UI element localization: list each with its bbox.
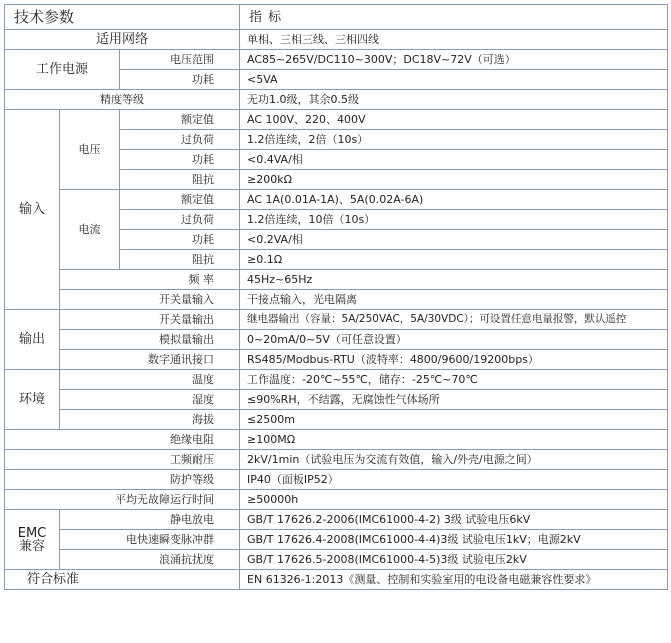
accuracy-value: 无功1.0级，其余0.5级 (240, 90, 668, 110)
table-row (5, 30, 668, 50)
table-row (5, 490, 668, 510)
withstand-value: 2kV/1min（试验电压为交流有效值，输入/外壳/电源之间） (240, 450, 668, 470)
frequency-value: 45Hz~65Hz (240, 270, 668, 290)
switch-output-label: 开关量输出 (60, 310, 240, 330)
altitude-label: 海拔 (60, 410, 240, 430)
insulation-label: 绝缘电阻 (5, 430, 240, 450)
table-row (5, 290, 668, 310)
table-row (5, 270, 668, 290)
voltage-overload-value: 1.2倍连续，2倍（10s） (240, 130, 668, 150)
mtbf-value: ≥50000h (240, 490, 668, 510)
voltage-impedance-label: 阻抗 (120, 170, 240, 190)
voltage-power-value: <0.4VA/相 (240, 150, 668, 170)
current-rated-value: AC 1A(0.01A-1A)、5A(0.02A-6A) (240, 190, 668, 210)
accuracy-label: 精度等级 (5, 90, 240, 110)
current-power-label: 功耗 (120, 230, 240, 250)
analog-output-label: 模拟量输出 (60, 330, 240, 350)
voltage-overload-label: 过负荷 (120, 130, 240, 150)
altitude-value: ≤2500m (240, 410, 668, 430)
table-row (5, 470, 668, 490)
comm-label: 数字通讯接口 (60, 350, 240, 370)
withstand-label: 工频耐压 (5, 450, 240, 470)
voltage-rated-value: AC 100V、220、400V (240, 110, 668, 130)
table-row (5, 510, 668, 530)
voltage-rated-label: 额定值 (120, 110, 240, 130)
table-row (5, 450, 668, 470)
power-consumption-label: 功耗 (120, 70, 240, 90)
header-param: 技术参数 (5, 5, 240, 30)
power-label: 工作电源 (5, 50, 120, 90)
table-row (5, 90, 668, 110)
current-power-value: <0.2VA/相 (240, 230, 668, 250)
surge-label: 浪涌抗扰度 (60, 550, 240, 570)
esd-value: GB/T 17626.2-2006(IMC61000-4-2) 3级 试验电压6kV (240, 510, 668, 530)
switch-output-value: 继电器输出（容量：5A/250VAC，5A/30VDC）；可设置任意电量报警，默认遥控 (240, 310, 668, 330)
protection-value: IP40（面板IP52） (240, 470, 668, 490)
voltage-label: 电压 (60, 110, 120, 190)
frequency-label: 频 率 (60, 270, 240, 290)
network-value: 单相、三相三线、三相四线 (240, 30, 668, 50)
output-label: 输出 (5, 310, 60, 370)
analog-output-value: 0~20mA/0~5V（可任意设置） (240, 330, 668, 350)
temperature-label: 温度 (60, 370, 240, 390)
spec-table (4, 4, 668, 590)
table-row (5, 190, 668, 210)
emc-label-line1: EMC (17, 525, 47, 541)
standard-value: EN 61326-1:2013《测量、控制和实验室用的电设备电磁兼容性要求》 (240, 570, 668, 590)
table-row (5, 530, 668, 550)
eft-value: GB/T 17626.4-2008(IMC61000-4-4)3级 试验电压1kV；电源2kV (240, 530, 668, 550)
table-row (5, 430, 668, 450)
standard-label: 符合标准 (5, 570, 240, 590)
table-row (5, 310, 668, 330)
table-row (5, 570, 668, 590)
emc-label-line2: 兼容 (18, 538, 45, 554)
input-label: 输入 (5, 110, 60, 310)
table-row (5, 50, 668, 70)
power-consumption-value: <5VA (240, 70, 668, 90)
protection-label: 防护等级 (5, 470, 240, 490)
insulation-value: ≥100MΩ (240, 430, 668, 450)
header-spec: 指 标 (240, 5, 668, 30)
network-label: 适用网络 (5, 30, 240, 50)
switch-input-label: 开关量输入 (60, 290, 240, 310)
humidity-value: ≤90%RH，不结露，无腐蚀性气体场所 (240, 390, 668, 410)
voltage-power-label: 功耗 (120, 150, 240, 170)
table-row (5, 110, 668, 130)
table-row (5, 410, 668, 430)
table-row (5, 330, 668, 350)
surge-value: GB/T 17626.5-2008(IMC61000-4-5)3级 试验电压2kV (240, 550, 668, 570)
temperature-value: 工作温度：-20℃~55℃，储存：-25℃~70℃ (240, 370, 668, 390)
environment-label: 环境 (5, 370, 60, 430)
mtbf-label: 平均无故障运行时间 (5, 490, 240, 510)
table-row (5, 390, 668, 410)
table-row (5, 550, 668, 570)
esd-label: 静电放电 (60, 510, 240, 530)
current-impedance-label: 阻抗 (120, 250, 240, 270)
switch-input-value: 干接点输入，光电隔离 (240, 290, 668, 310)
current-overload-value: 1.2倍连续，10倍（10s） (240, 210, 668, 230)
table-row (5, 350, 668, 370)
current-overload-label: 过负荷 (120, 210, 240, 230)
power-range-label: 电压范围 (120, 50, 240, 70)
eft-label: 电快速瞬变脉冲群 (60, 530, 240, 550)
current-impedance-value: ≥0.1Ω (240, 250, 668, 270)
emc-label (5, 510, 60, 570)
power-range-value: AC85~265V/DC110~300V；DC18V~72V（可选） (240, 50, 668, 70)
current-rated-label: 额定值 (120, 190, 240, 210)
table-header-row (5, 5, 668, 30)
humidity-label: 湿度 (60, 390, 240, 410)
table-row (5, 370, 668, 390)
voltage-impedance-value: ≥200kΩ (240, 170, 668, 190)
current-label: 电流 (60, 190, 120, 270)
comm-value: RS485/Modbus-RTU（波特率：4800/9600/19200bps） (240, 350, 668, 370)
